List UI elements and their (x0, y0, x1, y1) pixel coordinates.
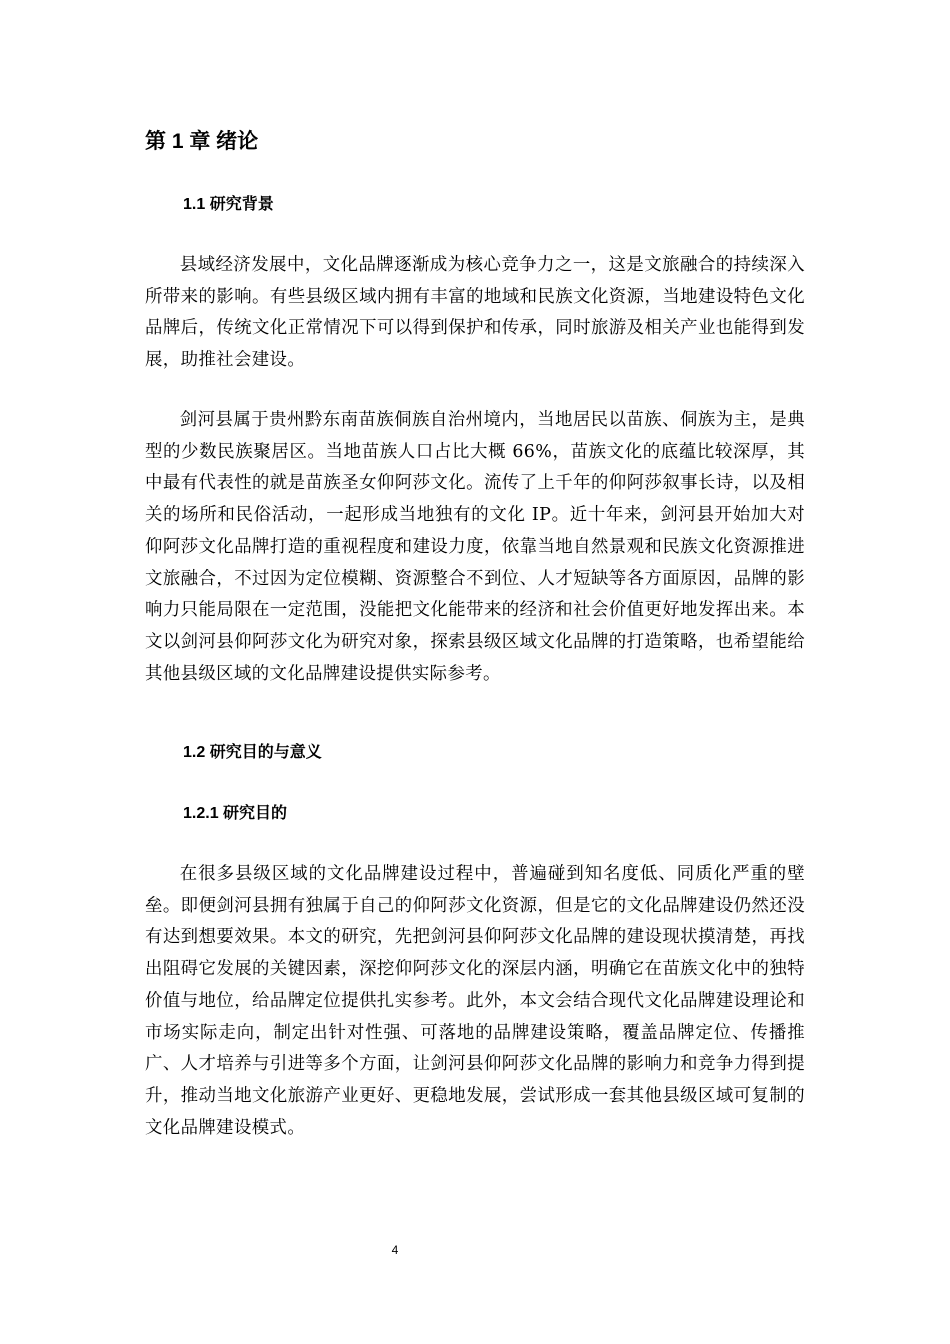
subsection-heading-research-purpose: 1.2.1 研究目的 (183, 805, 288, 822)
chapter-title: 第 1 章 绪论 (145, 130, 259, 153)
section-heading-purpose-significance: 1.2 研究目的与意义 (183, 744, 322, 761)
paragraph-purpose-1: 在很多县级区域的文化品牌建设过程中，普遍碰到知名度低、同质化严重的壁垒。即便剑河县拥有独属于自己的仰阿莎文化资源，但是它的文化品牌建设仍然还没有达到想要效果。本文的研究，先把剑河县仰阿莎文化品牌的建设现状摸清楚，再找出阻碍它发展的关键因素，深挖仰阿莎文化的深层内涵，明确它在苗族文化中的独特价值与地位，给品牌定位提供扎实参考。此外，本文会结合现代文化品牌建设理论和市场实际走向，制定出针对性强、可落地的品牌建设策略，覆盖品牌定位、传播推广、人才培养与引进等多个方面，让剑河县仰阿莎文化品牌的影响力和竞争力得到提升，推动当地文化旅游产业更好、更稳地发展，尝试形成一套其他县级区域可复制的文化品牌建设模式。 (145, 864, 805, 1138)
paragraph-background-1: 县域经济发展中，文化品牌逐渐成为核心竞争力之一，这是文旅融合的持续深入所带来的影响。有些县级区域内拥有丰富的地域和民族文化资源，当地建设特色文化品牌后，传统文化正常情况下可以得到保护和传承，同时旅游及相关产业也能得到发展，助推社会建设。 (145, 255, 805, 371)
section-heading-research-background: 1.1 研究背景 (183, 196, 274, 213)
paragraph-background-2: 剑河县属于贵州黔东南苗族侗族自治州境内，当地居民以苗族、侗族为主，是典型的少数民族聚居区。当地苗族人口占比大概 66%，苗族文化的底蕴比较深厚，其中最有代表性的就是苗族圣女仰阿莎文化。流传了上千年的仰阿莎叙事长诗，以及相关的场所和民俗活动，一起形成当地独有的文化 IP。近十年来，剑河县开始加大对仰阿莎文化品牌打造的重视程度和建设力度，依靠当地自然景观和民族文化资源推进文旅融合，不过因为定位模糊、资源整合不到位、人才短缺等各方面原因，品牌的影响力只能局限在一定范围，没能把文化能带来的经济和社会价值更好地发挥出来。本文以剑河县仰阿莎文化为研究对象，探索县级区域文化品牌的打造策略，也希望能给其他县级区域的文化品牌建设提供实际参考。 (145, 410, 805, 684)
page-number: 4 (391, 1243, 399, 1257)
